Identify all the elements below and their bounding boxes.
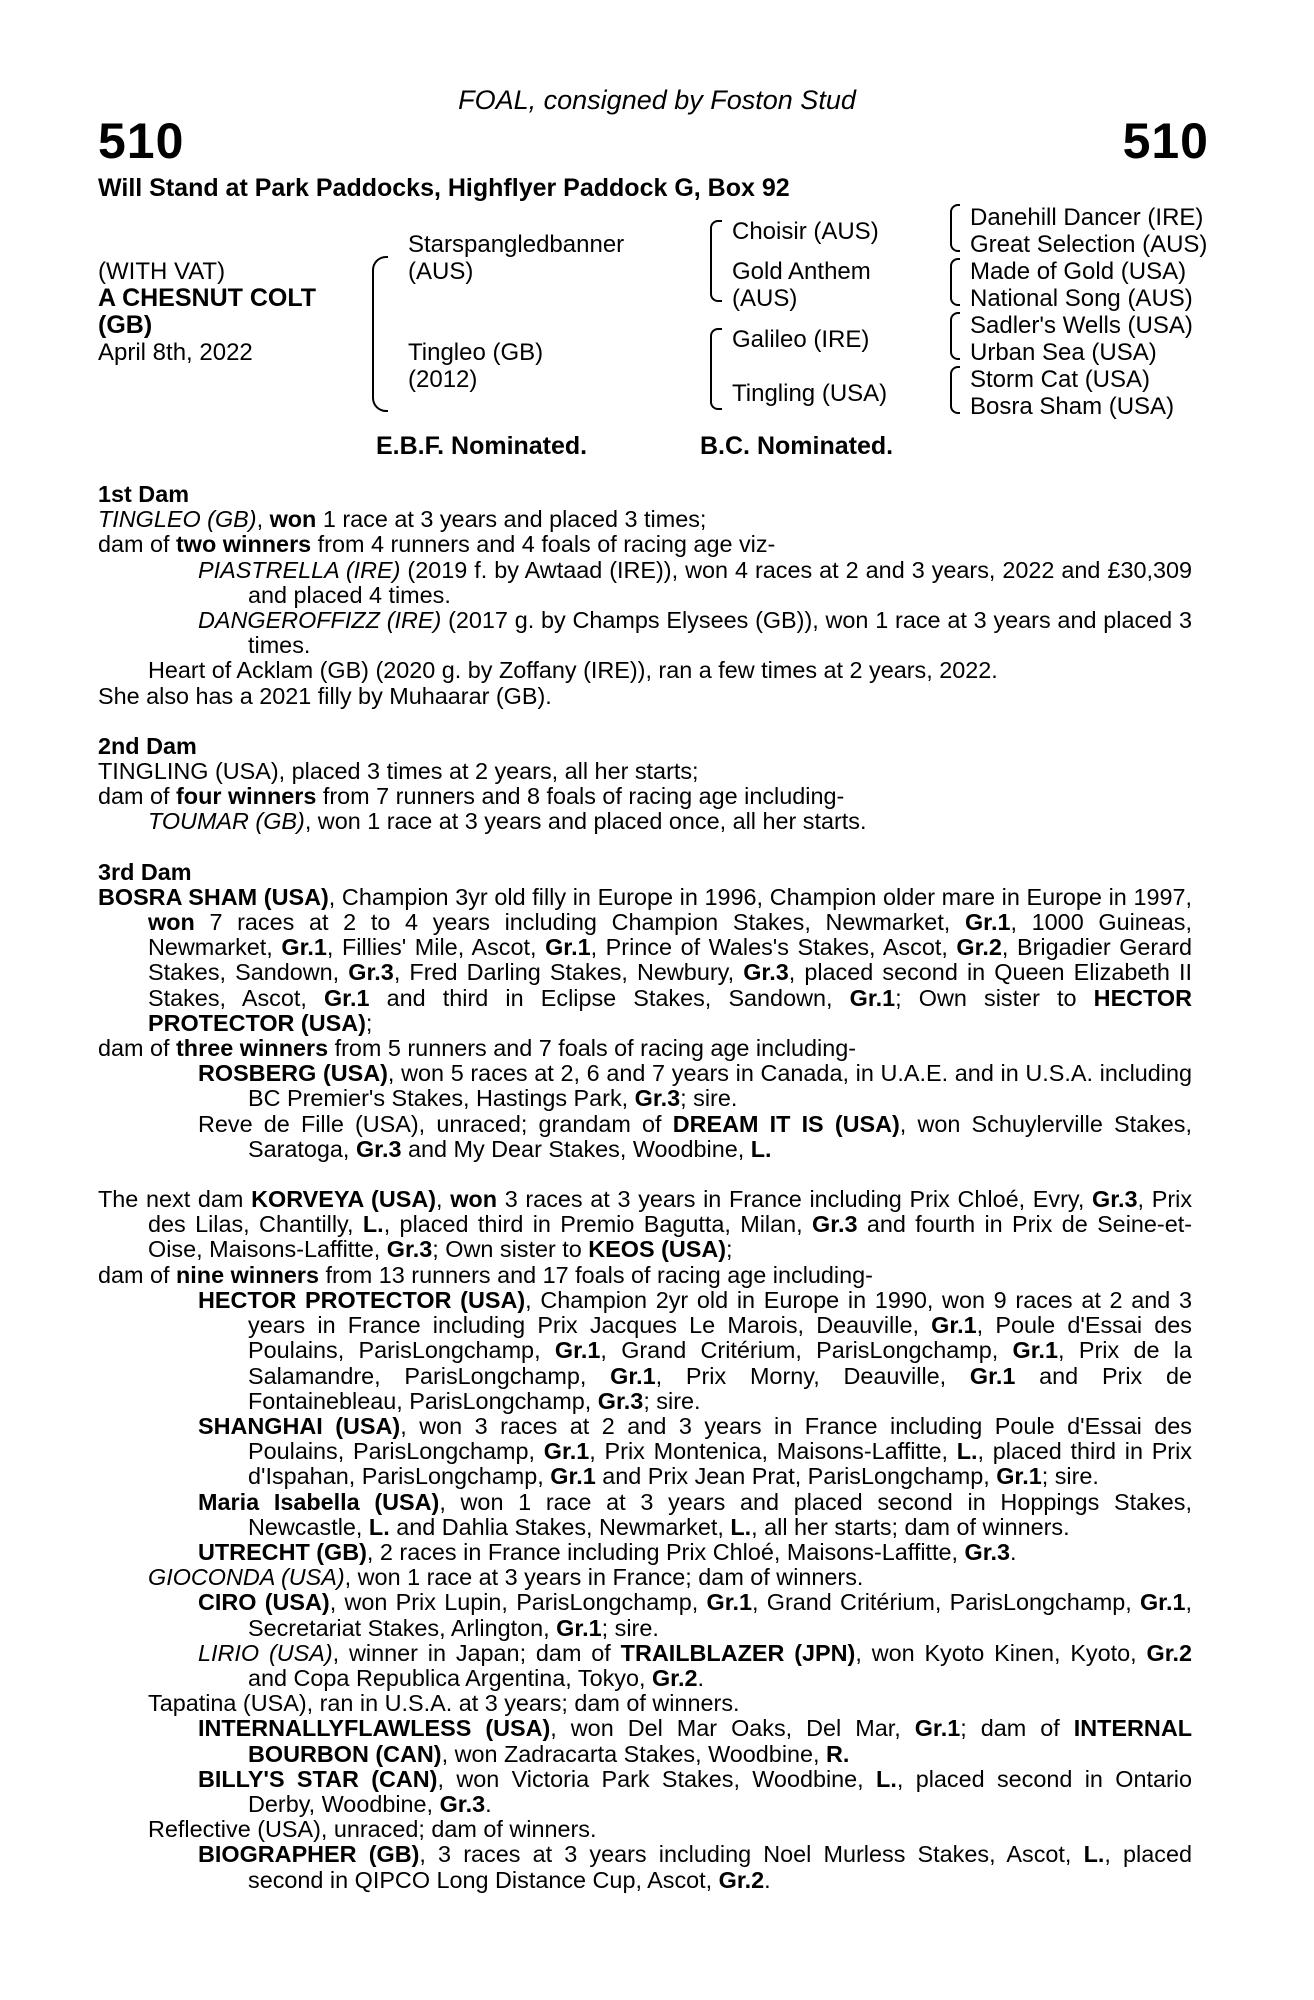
- sire-sire: Choisir (AUS): [732, 218, 879, 245]
- dam-dam: Tingling (USA): [732, 380, 888, 407]
- dam-dam-dam: Bosra Sham (USA): [970, 393, 1175, 420]
- produce-billys-star: BILLY'S STAR (CAN), won Victoria Park Stakes, Woodbine, L., placed second in Ontario Derby, Woodbine, Gr.3.: [198, 1765, 1192, 1817]
- catalogue-body: [98, 482, 1192, 1893]
- ds-brace: [950, 312, 960, 360]
- bc-nominated: B.C. Nominated.: [700, 432, 894, 460]
- second-dam-record: TINGLING (USA), placed 3 times at 2 years, all her starts;: [98, 758, 699, 785]
- produce-gioconda: GIOCONDA (USA), won 1 race at 3 years in France; dam of winners.: [148, 1564, 864, 1591]
- vat-note: (WITH VAT): [98, 258, 226, 285]
- produce-piastrella: PIASTRELLA (IRE) (2019 f. by Awtaad (IRE)), won 4 races at 2 and 3 years, 2022 and £30,309 and placed 4 times.: [198, 556, 1192, 608]
- produce-utrecht: UTRECHT (GB), 2 races in France including Prix Chloé, Maisons-Laffitte, Gr.3.: [198, 1538, 1017, 1565]
- produce-shanghai: SHANGHAI (USA), won 3 races at 2 and 3 years in France including Poule d'Essai des Poulains, ParisLongchamp, Gr.1, Prix Montenica, Maisons-Laffitte, L., placed third in Prix d'Ispahan, ParisLongchamp, Gr.1 and Prix Jean Prat, ParisLongchamp, Gr.1; sire.: [198, 1412, 1193, 1490]
- produce-dangeroffizz: DANGEROFFIZZ (IRE) (2017 g. by Champs Elysees (GB)), won 1 race at 3 years and placed 3 times.: [198, 607, 1192, 659]
- dam-line-brace: [710, 328, 722, 410]
- sire-dam-origin: (AUS): [732, 285, 798, 312]
- lot-number-right: 510: [1122, 113, 1209, 169]
- produce-hector-protector: HECTOR PROTECTOR (USA), Champion 2yr old in Europe in 1990, won 9 races at 2 and 3 years in France including Prix Jacques Le Marois, Deauville, Gr.1, Poule d'Essai des Poulains, ParisLongchamp, Gr.1, Grand Critérium, ParisLongchamp, Gr.1, Prix de la Salamandre, ParisLongchamp, Gr.1, Prix Morny, Deauville, Gr.1 and Prix de Fontainebleau, ParisLongchamp, Gr.3; sire.: [198, 1286, 1193, 1414]
- dam-dam-sire: Storm Cat (USA): [970, 366, 1151, 393]
- produce-maria-isabella: Maria Isabella (USA), won 1 race at 3 years and placed second in Hoppings Stakes, Newcastle, L. and Dahlia Stakes, Newmarket, L., all her starts; dam of winners.: [198, 1488, 1192, 1540]
- subject-name: A CHESNUT COLT: [98, 284, 317, 312]
- sd-brace: [950, 258, 960, 306]
- produce-internallyflawless: INTERNALLYFLAWLESS (USA), won Del Mar Oaks, Del Mar, Gr.1; dam of INTERNAL BOURBON (CAN), won Zadracarta Stakes, Woodbine, R.: [198, 1715, 1192, 1767]
- dam-sire-dam: Urban Sea (USA): [970, 339, 1157, 366]
- next-dam-produce-summary: dam of nine winners from 13 runners and 17 foals of racing age including-: [98, 1261, 873, 1288]
- first-dam-record: TINGLEO (GB), won 1 race at 3 years and placed 3 times;: [98, 506, 707, 533]
- second-dam-produce-summary: dam of four winners from 7 runners and 8 foals of racing age including-: [98, 783, 845, 810]
- dam-name: Tingleo (GB): [408, 339, 544, 366]
- sire-dam-dam: National Song (AUS): [970, 285, 1193, 312]
- next-dam-record: The next dam KORVEYA (USA), won 3 races at 3 years in France including Prix Chloé, Evry, Gr.3, Prix des Lilas, Chantilly, L., placed third in Premio Bagutta, Milan, Gr.3 and fourth in Prix de Seine-et-Oise, Maisons-Laffitte, Gr.3; Own sister to KEOS (USA);: [98, 1186, 1193, 1263]
- produce-note: She also has a 2021 filly by Muhaarar (GB).: [98, 682, 552, 709]
- produce-lirio: LIRIO (USA), winner in Japan; dam of TRAILBLAZER (JPN), won Kyoto Kinen, Kyoto, Gr.2 and Copa Republica Argentina, Tokyo, Gr.2.: [198, 1639, 1193, 1691]
- subject-origin: (GB): [98, 311, 153, 339]
- sire-dam: Gold Anthem: [732, 258, 871, 285]
- lot-number-left: 510: [98, 113, 185, 169]
- produce-rosberg: ROSBERG (USA), won 5 races at 2, 6 and 7 years in Canada, in U.A.E. and in U.S.A. including BC Premier's Stakes, Hastings Park, Gr.3; sire.: [198, 1060, 1193, 1112]
- dd-brace: [950, 366, 960, 414]
- sire-sire-sire: Danehill Dancer (IRE): [970, 204, 1204, 231]
- produce-ciro: CIRO (USA), won Prix Lupin, ParisLongchamp, Gr.1, Grand Critérium, ParisLongchamp, Gr.1, Secretariat Stakes, Arlington, Gr.1; sire.: [198, 1589, 1192, 1641]
- dam-sire: Galileo (IRE): [732, 326, 870, 353]
- dam-sire-sire: Sadler's Wells (USA): [970, 312, 1193, 339]
- third-dam-produce-summary: dam of three winners from 5 runners and 7 foals of racing age including-: [98, 1035, 856, 1062]
- second-dam-heading: 2nd Dam: [98, 732, 197, 759]
- produce-tapatina: Tapatina (USA), ran in U.S.A. at 3 years; dam of winners.: [148, 1690, 740, 1717]
- produce-heart-of-acklam: Heart of Acklam (GB) (2020 g. by Zoffany (IRE)), ran a few times at 2 years, 2022.: [148, 657, 998, 684]
- foaling-date: April 8th, 2022: [98, 339, 253, 366]
- sire-sire-dam: Great Selection (AUS): [970, 231, 1208, 258]
- stand-location: Will Stand at Park Paddocks, Highflyer Paddock G, Box 92: [98, 174, 790, 202]
- page-subtitle: FOAL, consigned by Foston Stud: [458, 85, 856, 115]
- pedigree-brace: [372, 256, 388, 412]
- dam-year: (2012): [408, 366, 478, 393]
- produce-reflective: Reflective (USA), unraced; dam of winners.: [148, 1816, 597, 1843]
- third-dam-heading: 3rd Dam: [98, 858, 192, 885]
- produce-toumar: TOUMAR (GB), won 1 race at 3 years and placed once, all her starts.: [148, 808, 867, 835]
- sire-line-brace: [710, 220, 722, 302]
- third-dam-record: BOSRA SHAM (USA), Champion 3yr old filly in Europe in 1996, Champion older mare in Europe in 1997, won 7 races at 2 to 4 years including Champion Stakes, Newmarket, Gr.1, 1000 Guineas, Newmarket, Gr.1, Fillies' Mile, Ascot, Gr.1, Prince of Wales's Stakes, Ascot, Gr.2, Brigadier Gerard Stakes, Sandown, Gr.3, Fred Darling Stakes, Newbury, Gr.3, placed second in Queen Elizabeth II Stakes, Ascot, Gr.1 and third in Eclipse Stakes, Sandown, Gr.1; Own sister to HECTOR PROTECTOR (USA);: [98, 883, 1193, 1036]
- sire-name: Starspangledbanner: [408, 231, 625, 258]
- sire-dam-sire: Made of Gold (USA): [970, 258, 1187, 285]
- produce-biographer: BIOGRAPHER (GB), 3 races at 3 years including Noel Murless Stakes, Ascot, L., placed second in QIPCO Long Distance Cup, Ascot, Gr.2.: [198, 1841, 1192, 1893]
- produce-reve-de-fille: Reve de Fille (USA), unraced; grandam of DREAM IT IS (USA), won Schuylerville Stakes, Saratoga, Gr.3 and My Dear Stakes, Woodbine, L.: [198, 1110, 1193, 1162]
- ss-brace: [950, 204, 960, 252]
- sire-origin: (AUS): [408, 258, 474, 285]
- first-dam-produce-summary: dam of two winners from 4 runners and 4 foals of racing age viz-: [98, 531, 776, 558]
- ebf-nominated: E.B.F. Nominated.: [376, 432, 588, 460]
- first-dam-heading: 1st Dam: [98, 481, 190, 507]
